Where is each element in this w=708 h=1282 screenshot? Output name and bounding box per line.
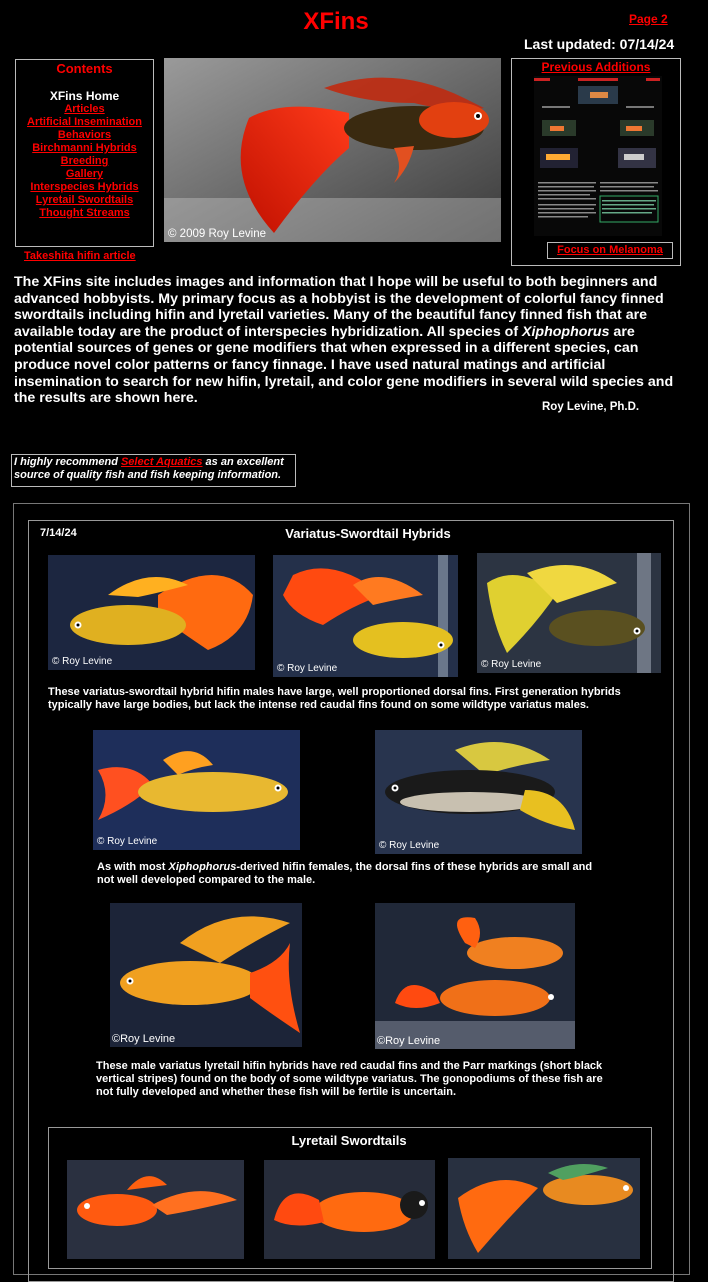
previous-additions-link[interactable]: Previous Additions [541,60,651,74]
author-signature: Roy Levine, Ph.D. [542,401,640,413]
photo-credit-2: © Roy Levine [277,663,338,674]
caption-2-pre: As with most [97,861,169,873]
caption-2 [97,861,597,887]
photo-credit-4: © Roy Levine [97,836,158,847]
recommend-prefix: I highly recommend [14,456,121,468]
caption-2-italic: Xiphophorus [168,861,237,873]
nav-interspecies-hybrids[interactable]: Interspecies Hybrids [30,181,139,193]
nav-breeding[interactable]: Breeding [60,155,109,167]
caption-2-post: -derived hifin females, the dorsal fins of these hybrids are small and not well developed compared to the male. [97,861,593,886]
hero-credit: © 2009 Roy Levine [168,228,266,240]
photo-credit-7: ©Roy Levine [377,1035,441,1047]
caption-3: These male variatus lyretail hifin hybrids have red caudal fins and the Parr markings (short black vertical stripes) found on the body of some wildtype variatus. The gonopodiums of these fish are not fully developed and whether these fish will be fertile is uncertain. [96,1060,603,1098]
nav-lyretail-swordtails[interactable]: Lyretail Swordtails [35,194,134,206]
hero-fish-photo [164,58,501,242]
lyretail-title: Lyretail Swordtails [291,1133,407,1148]
nav-thought-streams[interactable]: Thought Streams [39,207,130,219]
select-aquatics-link[interactable]: Select Aquatics [120,456,203,468]
nav-behaviors[interactable]: Behaviors [57,129,112,141]
intro-text-2: are potential sources of genes or gene modifiers that when expressed in a different species, can produce novel color patterns or fancy finnage. I have used natural matings and artificial insemination to search for new hifin, lyretail, and color gene modifiers in several wild species and the results are shown here. [14,323,674,407]
site-title: XFins [303,8,369,35]
hybrid-male-photo-3 [477,553,661,673]
nav-articles[interactable]: Articles [64,103,105,115]
hybrid-female-photo-1 [93,730,300,850]
lyretail-hybrid-photo-2 [375,903,575,1049]
nav-artificial-insemination[interactable]: Artificial Insemination [27,116,142,128]
hybrid-male-photo-2 [273,555,458,677]
contents-heading: Contents [56,61,113,76]
lyretail-photo-3 [448,1158,640,1259]
photo-credit-6: ©Roy Levine [112,1033,176,1045]
takeshita-link[interactable]: Takeshita hifin article [24,250,136,262]
article-date: 7/14/24 [40,527,77,539]
caption-1: These variatus-swordtail hybrid hifin males have large, well proportioned dorsal fins. First generation hybrids typically have large bodies, but lack the intense red caudal fins found on some wildtype variatus males. [48,686,621,711]
last-updated: Last updated: 07/14/24 [524,36,675,52]
nav-home[interactable]: XFins Home [49,89,120,103]
nav-gallery[interactable]: Gallery [65,168,104,180]
lyretail-photo-2 [264,1160,435,1259]
focus-on-melanoma-link[interactable]: Focus on Melanoma [547,242,673,259]
photo-credit-3: © Roy Levine [481,659,542,670]
page-2-link[interactable]: Page 2 [629,12,668,26]
hybrid-female-photo-2 [375,730,582,854]
photo-credit-1: © Roy Levine [52,656,113,667]
previous-additions-thumbnail[interactable] [534,76,662,297]
photo-credit-5: © Roy Levine [379,840,440,851]
article-title: Variatus-Swordtail Hybrids [285,526,451,541]
intro-paragraph [14,274,690,407]
previous-additions-box [511,58,681,266]
intro-text-1: The XFins site includes images and information that I hope will be useful to both beginners and advanced hobbyists. My primary focus as a hobbyist is the development of colorful fancy finned swordtails including hifin and lyretail varieties. Many of the beautiful fancy finned fish that are available today are the product of interspecies hybridization. All species of [14,274,664,340]
intro-italic-genus: Xiphophorus [522,323,610,340]
recommendation-box [11,454,296,487]
recommend-line2: source of quality fish and fish keeping information. [14,469,282,481]
hybrid-male-photo-1 [48,555,255,670]
lyretail-photo-1 [67,1160,244,1259]
lyretail-hybrid-photo-1 [110,903,302,1047]
contents-box [15,59,154,247]
recommend-suffix: as an excellent [202,456,284,468]
nav-birchmanni-hybrids[interactable]: Birchmanni Hybrids [32,142,137,154]
